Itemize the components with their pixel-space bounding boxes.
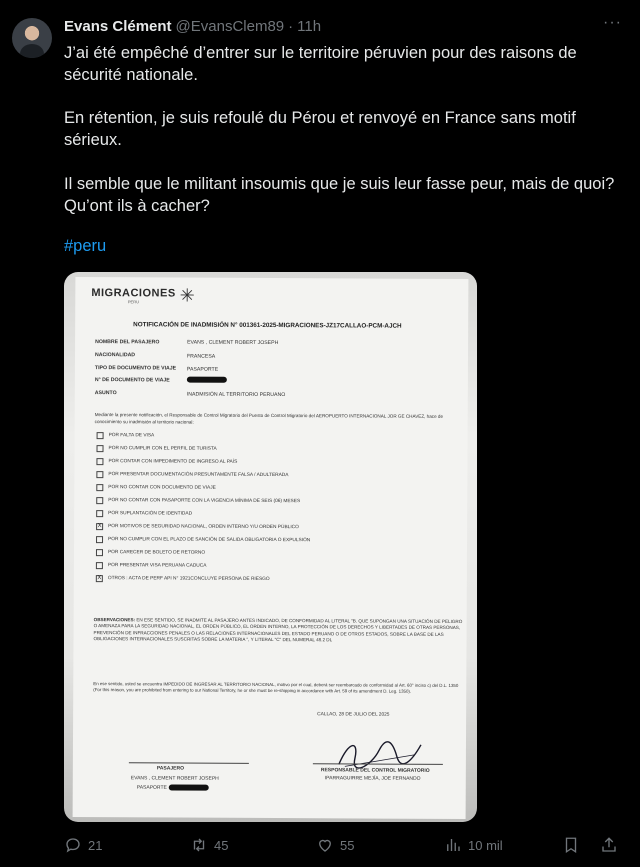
checkbox-item: POR SUPLANTACIÓN DE IDENTIDAD (96, 510, 192, 518)
field-value: PASAPORTE (186, 366, 219, 373)
checkbox (96, 497, 103, 504)
more-options-icon[interactable]: ··· (603, 14, 622, 31)
checkbox-checked: X (97, 575, 102, 582)
checkbox (96, 471, 103, 478)
checkbox-item: X POR MOTIVOS DE SEGURIDAD NACIONAL, ORDEN INTERNO Y/U ORDEN PÚBLICO (97, 523, 299, 531)
views-icon (444, 836, 462, 854)
passenger-signature-line (129, 762, 249, 764)
passenger-label: PASAJERO (156, 765, 185, 772)
place-date: CALLAO, 28 DE JULIO DEL 2025 (317, 712, 390, 718)
officer-name: IPARRAGUIRRE MEJÍA, JOE FERNANDO (324, 775, 421, 782)
checkbox-item: POR CONTAR CON IMPEDIMENTO DE INGRESO AL PAÍS (96, 458, 237, 466)
tweet-paragraph-1: J’ai été empêché d’entrer sur le territoire péruvien pour des raisons de sécurité nationale. (64, 44, 577, 84)
reply-button[interactable] (64, 836, 102, 854)
logo-emblem-icon: ✳ (179, 285, 195, 306)
repost-icon (190, 836, 208, 854)
tweet-paragraph-3: Il semble que le militant insoumis que je suis leur fasse peur, mais de quoi? Qu’ont ils à cacher? (64, 175, 615, 215)
like-button[interactable] (316, 836, 354, 854)
legal-notice: En ese sentido, usted se encuentra IMPEDIDO DE INGRESAR AL TERRITORIO NACIONAL, motivo por el cual, deberá ser reembarcado de conformidad al Art. 60° inciso c) del D.L. 1350 (For this reason, you are prohibited from entering to our National Territory, he or she must be re-shipping in accordance with Art. 59 of its amendment D. Leg. 1350). (93, 681, 459, 694)
attached-photo[interactable] (64, 272, 477, 822)
author-name[interactable]: Evans Clément (64, 18, 172, 35)
checkbox (96, 510, 103, 517)
logo-text: MIGRACIONES (91, 287, 176, 300)
passenger-name: EVANS , CLEMENT ROBERT JOSEPH (130, 775, 219, 782)
views-button[interactable] (444, 836, 503, 854)
field-value: EVANS , CLEMENT ROBERT JOSEPH (187, 339, 279, 347)
officer-label: RESPONSABLE DEL CONTROL MIGRATORIO (320, 767, 430, 774)
notice-intro: Mediante la presente notificación, el Responsable de Control Migratorio del Puesto de Control Migratorio del AEROPUERTO INTERNACIONAL JOR GE CHAVEZ, hace de conocimiento su inadmisión al territorio nacional: (94, 412, 444, 425)
document-title: NOTIFICACIÓN DE INADMISIÓN N° 001361-2025-MIGRACIONES-JZ17CALLAO-PCM-AJCH (133, 321, 402, 330)
checkbox (96, 536, 103, 543)
checkbox-item: POR NO CONTAR CON PASAPORTE CON LA VIGENCIA MÍNIMA DE SEIS (06) MESES (96, 497, 300, 505)
checkbox (96, 484, 103, 491)
field-value: FRANCESA (186, 353, 216, 360)
checkbox-item: POR PRESENTAR VISA PERUANA CADUCA (96, 562, 207, 570)
repost-button[interactable] (190, 836, 228, 854)
checkbox-item: X OTROS : ACTA DE PERF API N° 1921CONCLUYE PERSONA DE RIESGO (97, 575, 270, 582)
timestamp[interactable]: 11h (297, 18, 322, 35)
passenger-document: PASAPORTE (137, 784, 209, 791)
share-icon (600, 836, 618, 854)
reply-count: 21 (88, 837, 103, 853)
field-label: ASUNTO (94, 390, 117, 397)
like-count: 55 (340, 837, 355, 853)
field-label: N° DE DOCUMENTO DE VIAJE (94, 377, 170, 384)
checkbox-item: POR NO CUMPLIR CON EL PLAZO DE SANCIÓN DE SALIDA OBLIGATORIA O EXPULSIÓN (96, 536, 310, 544)
checkbox-item: POR FALTA DE VISA (97, 432, 155, 439)
separator-dot: · (288, 18, 294, 35)
checkbox (96, 549, 103, 556)
checkbox (96, 458, 103, 465)
avatar[interactable] (12, 18, 52, 58)
view-count: 10 mil (468, 837, 503, 853)
action-bar (64, 836, 624, 856)
redacted-passport-number (187, 377, 227, 384)
checkbox-checked: X (97, 523, 102, 530)
observations (94, 617, 464, 645)
reply-icon (64, 836, 82, 854)
field-label: NACIONALIDAD (94, 352, 136, 359)
heart-icon (316, 836, 334, 854)
bookmark-button[interactable] (562, 836, 586, 854)
field-value: INADMISIÓN AL TERRITORIO PERUANO (186, 391, 286, 399)
logo-subtext: PERU (127, 299, 140, 305)
checkbox (97, 432, 104, 439)
migraciones-logo (91, 285, 195, 307)
observations-label: OBSERVACIONES: (93, 617, 136, 623)
author-handle[interactable]: @EvansClem89 (175, 18, 285, 35)
checkbox-item: POR NO CUMPLIR CON EL PERFIL DE TURISTA (96, 445, 216, 453)
document-paper (73, 277, 469, 819)
hashtag-link[interactable]: #peru (64, 237, 107, 255)
checkbox (96, 445, 103, 452)
checkbox-item: POR CARECER DE BOLETO DE RETORNO (96, 549, 205, 557)
checkbox (96, 562, 103, 569)
observations-text: EN ESE SENTIDO, SE INADMITE AL PASAJERO ANTES INDICADO, DE CONFORMIDAD AL LITERAL "B. QUE SUPONGAN UNA SITUACIÓN DE PELIGRO O AMENAZA PARA LA SEGURIDAD NACIONAL, EL ORDEN PÚBLICO, EL ORDEN INTERNO, LA PROTECCIÓN DE LOS DERECHOS Y LIBERTADES DE OTRAS PERSONAS, PREVENCIÓN DE INFRACCIONES PENALES O LAS RELACIONES INTERNACIONALES DEL ESTADO PERUANO O DE OTROS ESTADOS, SOBRE LA BASE DE LAS OBLIGACIONES INTERNACIONALES SUSCRITAS SOBRE LA MATERIA ", Y LITERAL "C" DEL NUMERAL 48.2 DL (93, 617, 463, 643)
checkbox-item: POR NO CONTAR CON DOCUMENTO DE VIAJE (96, 484, 216, 492)
bookmark-icon (562, 836, 580, 854)
tweet-paragraph-2: En rétention, je suis refoulé du Pérou et renvoyé en France sans motif sérieux. (64, 109, 576, 149)
repost-count: 45 (214, 837, 229, 853)
field-label: NOMBRE DEL PASAJERO (95, 339, 160, 346)
checkbox-item: POR PRESENTAR DOCUMENTACIÓN PRESUNTAMENTE FALSA / ADULTERADA (96, 471, 288, 479)
field-label: TIPO DE DOCUMENTO DE VIAJE (94, 365, 177, 372)
tweet-header (64, 18, 321, 38)
share-button[interactable] (600, 836, 624, 854)
